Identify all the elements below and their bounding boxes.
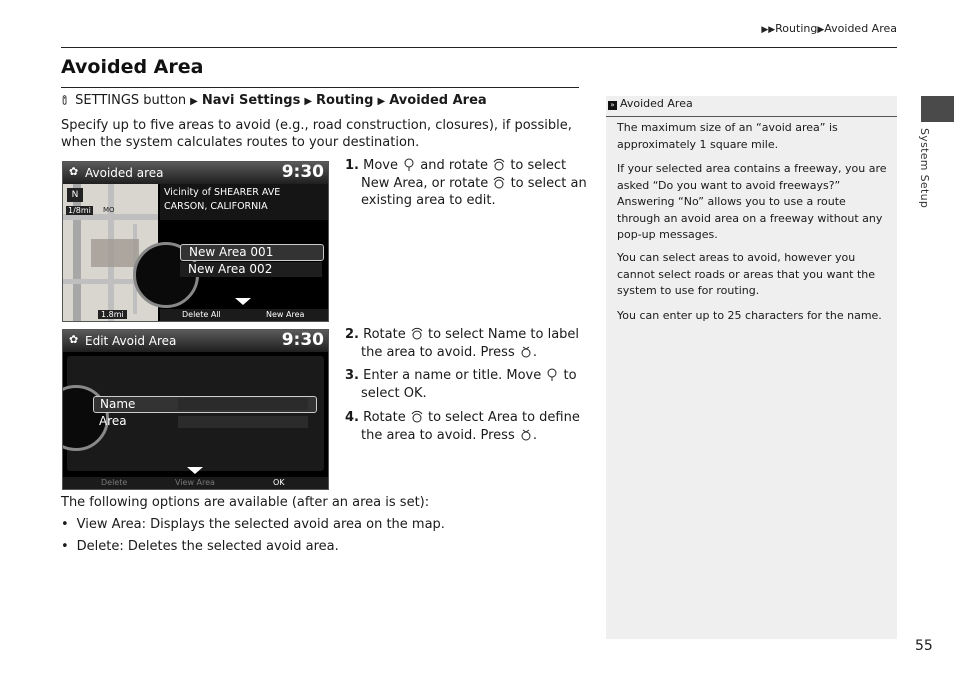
rotate-knob-icon bbox=[492, 176, 506, 190]
press-knob-icon bbox=[519, 428, 533, 442]
note-title bbox=[608, 97, 693, 110]
step-4 bbox=[345, 409, 593, 444]
double-arrow-icon: ▶▶ bbox=[761, 25, 776, 35]
delete-all-button[interactable]: Delete All bbox=[182, 310, 221, 319]
step-text: , or rotate bbox=[423, 175, 489, 191]
path-crumb: Routing bbox=[316, 93, 374, 108]
screen-footer bbox=[63, 477, 328, 489]
note-icon: » bbox=[608, 101, 617, 110]
move-joystick-icon bbox=[545, 368, 559, 382]
avoid-area-marker bbox=[91, 239, 139, 267]
step-text: to select bbox=[510, 158, 567, 173]
step-text: Move bbox=[363, 158, 398, 173]
screen-footer bbox=[160, 309, 328, 321]
screen-header bbox=[63, 330, 328, 352]
step-text: Enter a name or title. Move bbox=[363, 368, 542, 383]
bullet-icon: • bbox=[61, 517, 69, 532]
step-text: to define the area to avoid. Press bbox=[361, 410, 580, 443]
gear-icon: ✿ bbox=[69, 165, 79, 178]
scale-indicator: 1/8mi bbox=[68, 206, 91, 215]
step-1 bbox=[345, 157, 593, 210]
north-icon: N bbox=[67, 188, 83, 202]
value-bar bbox=[178, 398, 308, 410]
value-bar bbox=[178, 416, 308, 428]
step-3 bbox=[345, 367, 593, 402]
option-name: New Area bbox=[361, 175, 424, 191]
step-text: to select bbox=[427, 327, 484, 342]
option-name: Delete bbox=[76, 539, 120, 554]
ok-button[interactable]: OK bbox=[273, 478, 285, 487]
option-item bbox=[61, 517, 445, 532]
avoided-area-screen bbox=[62, 161, 329, 322]
screen-clock: 9:30 bbox=[281, 162, 324, 182]
bullet-icon: • bbox=[61, 539, 69, 554]
path-crumb: Navi Settings bbox=[201, 93, 301, 108]
settings-button-icon bbox=[61, 93, 71, 107]
menu-item-label: Area bbox=[99, 414, 127, 428]
gear-icon: ✿ bbox=[69, 333, 79, 346]
rotate-knob-icon bbox=[410, 327, 424, 341]
breadcrumb-item-avoided-area: Avoided Area bbox=[824, 22, 897, 35]
option-name: OK bbox=[403, 385, 423, 401]
arrow-icon: ▶ bbox=[817, 25, 825, 35]
new-area-button[interactable]: New Area bbox=[266, 310, 305, 319]
note-paragraph: The maximum size of an “avoid area” is approximately 1 square mile. bbox=[617, 121, 838, 151]
title-divider bbox=[61, 87, 579, 88]
menu-item-label: Name bbox=[100, 397, 136, 411]
page-number: 55 bbox=[915, 638, 933, 654]
options-intro: The following options are available (after an area is set): bbox=[61, 495, 430, 510]
breadcrumb bbox=[761, 22, 897, 35]
step-text: to select an existing area to edit. bbox=[361, 175, 587, 208]
vicinity-box bbox=[160, 184, 328, 220]
step-text: . bbox=[532, 344, 538, 360]
menu-item-label: New Area 001 bbox=[189, 245, 274, 259]
option-desc: : Deletes the selected avoid area. bbox=[119, 539, 339, 554]
page-title: Avoided Area bbox=[61, 56, 204, 78]
arrow-icon: ▶ bbox=[190, 96, 198, 107]
press-knob-icon bbox=[519, 345, 533, 359]
screen-title: Edit Avoid Area bbox=[85, 334, 177, 348]
step-number: 3. bbox=[345, 368, 359, 383]
note-paragraph: You can select areas to avoid, however you cannot select roads or areas that you want the system to use for routing. bbox=[617, 251, 876, 297]
step-number: 1. bbox=[345, 158, 359, 173]
screen-clock: 9:30 bbox=[281, 330, 324, 350]
note-title-text: Avoided Area bbox=[620, 97, 693, 110]
map-street-label: MO bbox=[103, 206, 115, 214]
note-divider bbox=[606, 116, 897, 117]
step-text: to select bbox=[427, 410, 484, 425]
screen-header bbox=[63, 162, 328, 184]
scale-bottom: 1.8mi bbox=[98, 310, 127, 319]
arrow-icon: ▶ bbox=[377, 96, 386, 107]
intro-paragraph: Specify up to five areas to avoid (e.g., road construction, closures), if possible, when the system calculates routes to your destination. bbox=[61, 118, 572, 150]
menu-path bbox=[61, 93, 487, 108]
vicinity-line: CARSON, CALIFORNIA bbox=[164, 201, 268, 212]
step-text: to select bbox=[361, 368, 577, 401]
menu-item-label: New Area 002 bbox=[188, 262, 273, 276]
step-number: 2. bbox=[345, 327, 359, 342]
menu-item-new-area-002[interactable] bbox=[180, 262, 322, 277]
section-tab bbox=[921, 96, 954, 122]
step-number: 4. bbox=[345, 410, 359, 425]
step-2 bbox=[345, 326, 593, 361]
option-name: Area bbox=[487, 410, 518, 425]
path-crumb: Avoided Area bbox=[389, 93, 487, 108]
arrow-icon: ▶ bbox=[304, 96, 313, 107]
step-text: Rotate bbox=[363, 327, 406, 342]
view-area-button[interactable]: View Area bbox=[175, 478, 215, 487]
step-text: to label the area to avoid. Press bbox=[361, 327, 580, 360]
step-text: Rotate bbox=[363, 410, 406, 425]
scroll-down-icon bbox=[187, 467, 203, 474]
scroll-down-icon bbox=[235, 298, 251, 305]
option-desc: : Displays the selected avoid area on the map. bbox=[141, 517, 445, 532]
option-name: View Area bbox=[76, 517, 142, 532]
rotate-knob-icon bbox=[410, 410, 424, 424]
rotate-knob-icon bbox=[492, 158, 506, 172]
step-text: . bbox=[532, 427, 538, 443]
section-label: System Setup bbox=[918, 128, 931, 209]
option-item bbox=[61, 539, 339, 554]
vicinity-line: Vicinity of SHEARER AVE bbox=[164, 187, 281, 198]
note-paragraph: If your selected area contains a freeway, you are asked “Do you want to avoid freeways?” Answering “No” allows you to use a route through an avoid area on a freeway without any pop-up messages. bbox=[617, 162, 887, 241]
note-paragraph: You can enter up to 25 characters for the name. bbox=[617, 309, 882, 322]
option-name: Name bbox=[487, 327, 527, 342]
step-text: . bbox=[422, 385, 427, 401]
step-text: and rotate bbox=[420, 158, 489, 173]
breadcrumb-item-routing: Routing bbox=[775, 22, 818, 35]
move-joystick-icon bbox=[402, 158, 416, 172]
delete-button[interactable]: Delete bbox=[101, 478, 128, 487]
path-prefix: SETTINGS button bbox=[75, 93, 187, 108]
top-divider bbox=[61, 47, 897, 48]
edit-avoid-area-screen bbox=[62, 329, 329, 490]
menu-item-new-area-001[interactable] bbox=[180, 244, 324, 261]
screen-title: Avoided area bbox=[85, 166, 164, 180]
